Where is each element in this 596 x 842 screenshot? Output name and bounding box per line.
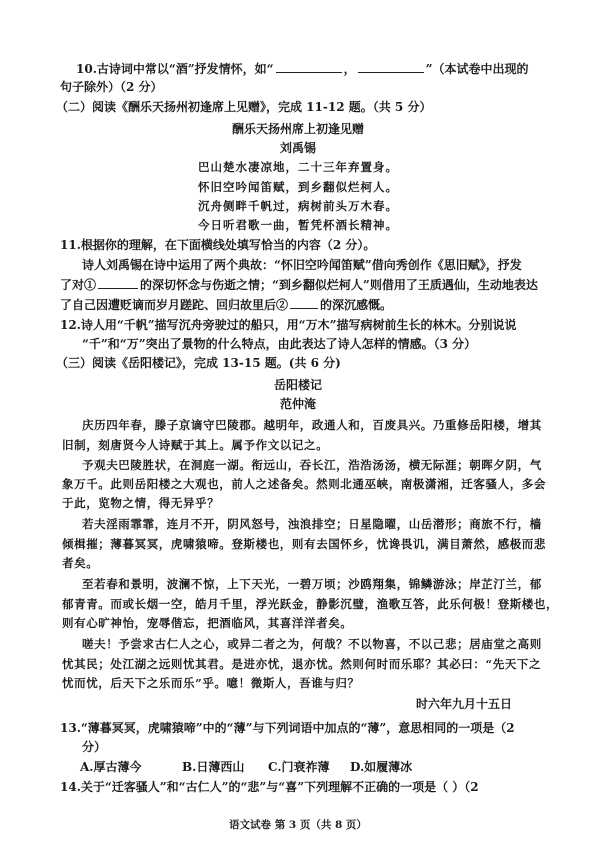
question-13-line1: 13.“薄暮冥冥，虎啸猿啼”中的“薄”与下列词语中加点的“薄”，意思相同的一项是（2 bbox=[60, 721, 515, 735]
option-a[interactable]: A.厚古薄今 bbox=[80, 760, 142, 774]
question-12-line1: 12.诗人用“千帆”描写沉舟旁驶过的船只，用“万木”描写病树前生长的林木。分别说说 bbox=[60, 318, 517, 332]
essay-line: 忧其民；处江湖之远则忧其君。是进亦忧，退亦忧。然则何时而乐耶？其必曰：“先天下之 bbox=[62, 657, 542, 671]
answer-blank-11b[interactable] bbox=[290, 298, 318, 309]
question-11-para2: 了对① 的深切怀念与伤逝之情；“到乡翻似烂柯人”则借用了王质遇仙，生动地表达 bbox=[60, 278, 538, 292]
essay-line: 至若春和景明，波澜不惊，上下天光，一碧万顷；沙鸥翔集，锦鳞游泳；岸芷汀兰，郁 bbox=[82, 577, 542, 591]
poem-line: 今日听君歌一曲，暂凭杯酒长精神。 bbox=[198, 218, 398, 232]
poem-author: 刘禹锡 bbox=[279, 141, 316, 155]
question-12-line2: “千”和“万”突出了景物的什么特点，由此表达了诗人怎样的情感。（3 分） bbox=[82, 337, 477, 351]
question-11-stem: 11.根据你的理解，在下面横线处填写恰当的内容（2 分）。 bbox=[60, 238, 376, 252]
question-11-para1: 诗人刘禹锡在诗中运用了两个典故：“怀旧空吟闻笛赋”借向秀创作《思旧赋》，抒发 bbox=[82, 258, 522, 272]
essay-line: 若夫淫雨霏霏，连月不开，阴风怒号，浊浪排空；日星隐曜，山岳潜形；商旅不行，樯 bbox=[82, 517, 542, 531]
essay-line: 象万千。此则岳阳楼之大观也，前人之述备矣。然则北通巫峡，南极潇湘，迁客骚人，多会 bbox=[62, 477, 546, 491]
essay-line: 旧制，刻唐贤今人诗赋于其上。属予作文以记之。 bbox=[62, 438, 329, 452]
question-10-line2: 句子除外）（2 分） bbox=[60, 80, 163, 94]
option-b[interactable]: B.日薄西山 bbox=[182, 760, 245, 774]
essay-line: 忧而忧，后天下之乐而乐”乎。噫！微斯人，吾谁与归？ bbox=[62, 676, 360, 690]
essay-line: 者矣。 bbox=[62, 556, 99, 570]
essay-title: 岳阳楼记 bbox=[273, 378, 322, 392]
poem-title: 酬乐天扬州席上初逢见赠 bbox=[231, 122, 364, 136]
essay-line: 郁青青。而或长烟一空，皓月千里，浮光跃金，静影沉璧，渔歌互答，此乐何极！登斯楼也， bbox=[62, 597, 559, 611]
answer-blank-10b[interactable] bbox=[358, 62, 424, 73]
essay-line: 倾楫摧；薄暮冥冥，虎啸猿啼。登斯楼也，则有去国怀乡，忧谗畏讥，满目萧然，感极而悲 bbox=[62, 537, 546, 551]
essay-line: 庆历四年春，滕子京谪守巴陵郡。越明年，政通人和，百废具兴。乃重修岳阳楼，增其 bbox=[82, 418, 542, 432]
answer-blank-11a[interactable] bbox=[98, 278, 138, 289]
essay-line: 则有心旷神怡，宠辱偕忘，把酒临风，其喜洋洋者矣。 bbox=[62, 616, 353, 630]
question-10-line1: 10.古诗词中常以“酒”抒发情怀，如“ ， ”（本试卷中出现的 bbox=[76, 62, 529, 76]
essay-author: 范仲淹 bbox=[279, 397, 316, 411]
page-footer: 语文试卷 第 3 页（共 8 页） bbox=[229, 819, 367, 831]
poem-line: 怀旧空吟闻笛赋，到乡翻似烂柯人。 bbox=[198, 180, 398, 194]
question-13-line2: 分） bbox=[82, 740, 107, 754]
answer-blank-10a[interactable] bbox=[276, 62, 342, 73]
section-2-heading: （二）阅读《酬乐天扬州初逢席上见赠》，完成 11-12 题。（共 5 分） bbox=[56, 100, 432, 114]
poem-line: 巴山楚水凄凉地，二十三年弃置身。 bbox=[198, 160, 398, 174]
section-3-heading: （三）阅读《岳阳楼记》，完成 13-15 题。(共 6 分) bbox=[56, 356, 341, 370]
essay-line: 嗟夫！予尝求古仁人之心，或异二者之为，何哉？不以物喜，不以己悲；居庙堂之高则 bbox=[82, 637, 542, 651]
option-d[interactable]: D.如履薄冰 bbox=[350, 760, 413, 774]
question-11-para3: 了自己因遭贬谪而岁月蹉跎、回归故里后② 的深沉感慨。 bbox=[60, 298, 393, 312]
essay-date: 时六年九月十五日 bbox=[416, 697, 513, 711]
essay-line: 于此，览物之情，得无异乎？ bbox=[62, 496, 220, 510]
question-14-line1: 14.关于“迁客骚人”和“古仁人”的“悲”与“喜”下列理解不正确的一项是（ ）（2 bbox=[60, 780, 479, 794]
poem-line: 沉舟侧畔千帆过，病树前头万木春。 bbox=[198, 199, 398, 213]
essay-line: 予观夫巴陵胜状，在洞庭一湖。衔远山，吞长江，浩浩汤汤，横无际涯；朝晖夕阴，气 bbox=[82, 458, 542, 472]
option-c[interactable]: C.门衰祚薄 bbox=[268, 760, 330, 774]
